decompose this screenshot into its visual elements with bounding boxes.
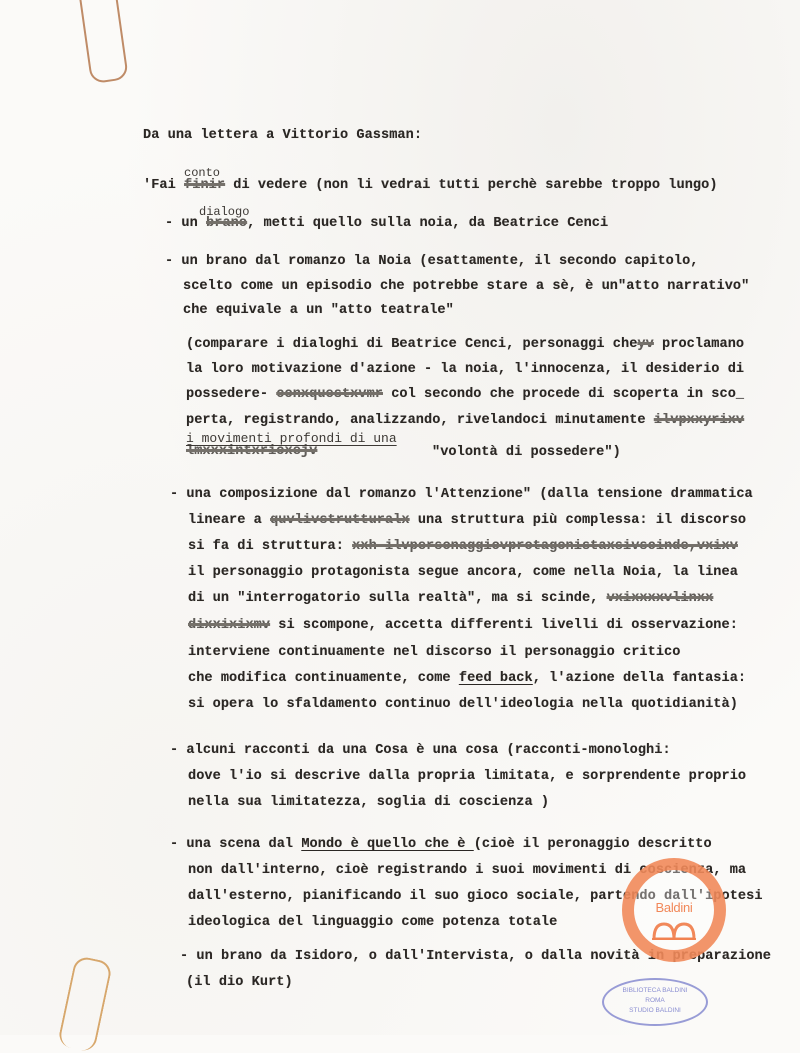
attenzione-line-7: interviene continuamente nel discorso il personaggio critico — [188, 645, 681, 660]
isidoro-line-1: - un brano da Isidoro, o dall'Intervista, o dalla novità in preparazione — [180, 949, 771, 964]
noia-sub-line-5-end: "volontà di possedere") — [432, 445, 621, 460]
baldini-watermark-logo — [622, 858, 726, 962]
attenzione-line-3: si fa di struttura: xxh ilvpersonaggiovprotagonistaxsivscinde,vxixv — [188, 539, 738, 554]
noia-sub-line-2: la loro motivazione d'azione - la noia, l'innocenza, il desiderio di — [186, 362, 745, 377]
mondo-line-1: - una scena dal Mondo è quello che è (cioè il peronaggio descritto — [170, 837, 712, 852]
library-stamp: BIBLIOTECA BALDINI ROMA STUDIO BALDINI — [602, 978, 708, 1026]
attenzione-line-5: di un "interrogatorio sulla realtà", ma si scinde, vxixxxxvlinxx — [188, 591, 714, 606]
document-heading: Da una lettera a Vittorio Gassman: — [143, 128, 423, 143]
list-item-noia-line-1: - un brano dal romanzo la Noia (esattamente, il secondo capitolo, — [165, 254, 699, 269]
list-item-dialogo: - un brano, metti quello sulla noia, da Beatrice Cenci — [165, 216, 609, 231]
attenzione-line-4: il personaggio protagonista segue ancora, come nella Noia, la linea — [188, 565, 738, 580]
paperclip-mark-top — [77, 0, 129, 84]
mondo-line-3: dall'esterno, pianificando il suo gioco sociale, partendo dall'ipotesi — [188, 889, 763, 904]
struck-word: brano — [206, 216, 248, 231]
noia-sub-line-1: (comparare i dialoghi di Beatrice Cenci, personaggi cheyv proclamano — [186, 337, 745, 352]
underlined-term: feed back — [458, 671, 533, 686]
noia-sub-line-5: lmxxxintxrioxejv — [186, 444, 318, 459]
noia-sub-line-4: perta, registrando, analizzando, rivelandoci minutamente ilvpxxyrixv — [186, 413, 745, 428]
attenzione-line-8: che modifica continuamente, come feed back, l'azione della fantasia: — [188, 671, 747, 686]
inserted-correction: conto — [184, 166, 221, 180]
cosa-line-3: nella sua limitatezza, soglia di coscienza ) — [188, 795, 550, 810]
paperclip-mark-bottom — [57, 955, 113, 1053]
list-item-noia-line-2: scelto come un episodio che potrebbe stare a sè, è un"atto narrativo" — [183, 279, 750, 294]
cosa-line-1: - alcuni racconti da una Cosa è una cosa (racconti-monologhi: — [170, 743, 671, 758]
inserted-correction: i movimenti profondi di una — [186, 431, 397, 446]
cosa-line-2: dove l'io si descrive dalla propria limitata, e sorprendente proprio — [188, 769, 747, 784]
isidoro-line-2: (il dio Kurt) — [186, 975, 293, 990]
inserted-correction: dialogo — [199, 205, 250, 219]
intro-line: 'Fai finir di vedere (non li vedrai tutti perchè sarebbe troppo lungo) — [143, 178, 718, 193]
struck-word: finir — [184, 178, 226, 193]
logo-text: Baldini — [655, 900, 693, 915]
attenzione-line-1: - una composizione dal romanzo l'Attenzione" (dalla tensione drammatica — [170, 487, 753, 502]
mondo-line-2: non dall'interno, cioè registrando i suoi movimenti di coscienza, ma — [188, 863, 747, 878]
list-item-noia-line-3: che equivale a un "atto teatrale" — [183, 303, 454, 318]
attenzione-line-9: si opera lo sfaldamento continuo dell'ideologia nella quotidianità) — [188, 697, 738, 712]
underlined-title: Mondo è quello che è — [301, 837, 474, 852]
book-icon — [652, 922, 696, 940]
noia-sub-line-3: possedere- conxquestxvmr col secondo che procede di scoperta in sco_ — [186, 387, 745, 402]
mondo-line-4: ideologica del linguaggio come potenza totale — [188, 915, 558, 930]
attenzione-line-2: lineare a quvlivstrutturalx una struttura più complessa: il discorso — [188, 513, 747, 528]
attenzione-line-6: dixxixixmv si scompone, accetta differenti livelli di osservazione: — [188, 618, 738, 633]
